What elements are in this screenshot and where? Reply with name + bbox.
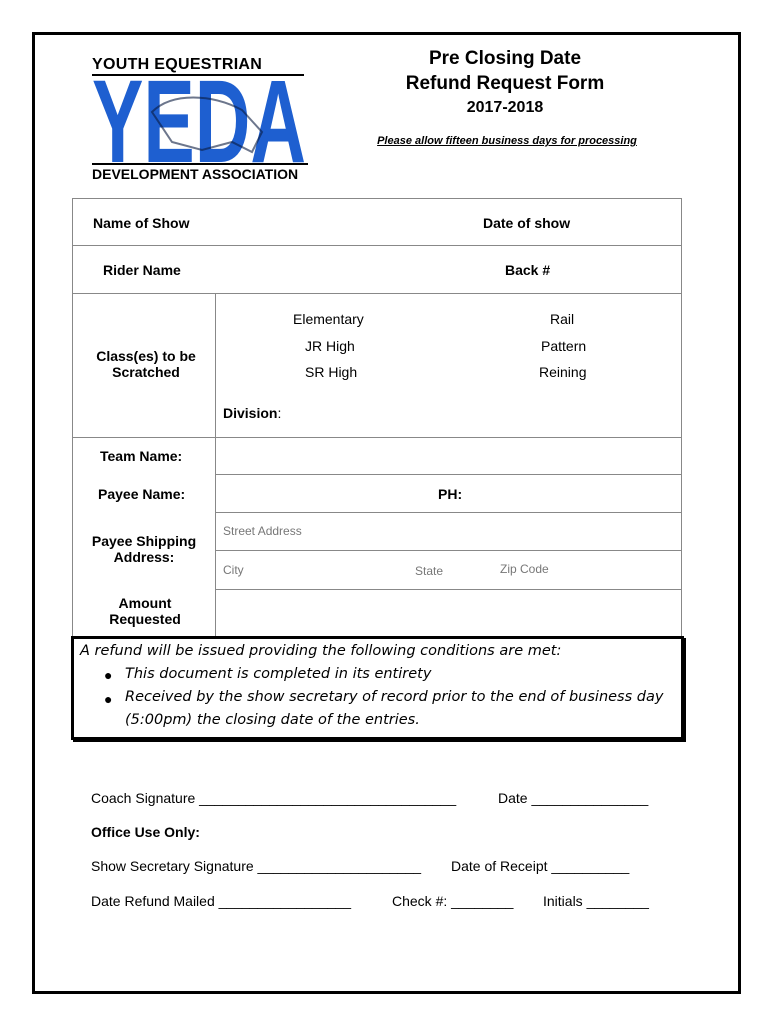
payee-name-label: Payee Name: <box>98 486 186 502</box>
coach-date-line[interactable]: Date _______________ <box>498 790 649 806</box>
name-of-show-label: Name of Show <box>93 215 190 231</box>
class-reining[interactable]: Reining <box>539 364 587 380</box>
check-number-line[interactable]: Check #: ________ <box>392 893 514 909</box>
form-title-line1: Pre Closing Date <box>428 48 582 69</box>
office-use-heading: Office Use Only: <box>91 824 200 840</box>
street-address-field[interactable]: Street Address <box>223 524 302 538</box>
row-divider <box>215 512 681 513</box>
secretary-signature-line[interactable]: Show Secretary Signature _____________________ <box>91 858 422 874</box>
form-title-line2: Refund Request Form <box>405 73 605 94</box>
request-form-table <box>72 198 682 637</box>
condition-item-2-line2: (5:00pm) the closing date of the entries. <box>125 712 420 728</box>
phone-label: PH: <box>438 486 463 502</box>
class-pattern[interactable]: Pattern <box>541 338 587 354</box>
conditions-heading: A refund will be issued providing the following conditions are met: <box>80 643 562 659</box>
row-divider <box>73 293 681 294</box>
bullet-icon: ● <box>104 667 113 683</box>
form-year: 2017-2018 <box>466 99 544 116</box>
class-sr-high[interactable]: SR High <box>305 364 358 380</box>
row-divider <box>215 550 681 551</box>
class-rail[interactable]: Rail <box>550 311 575 327</box>
processing-note: Please allow fifteen business days for processing <box>377 135 637 147</box>
class-elementary[interactable]: Elementary <box>293 311 364 327</box>
classes-to-scratch-label: Class(es) to be Scratched <box>96 348 196 380</box>
division-field[interactable] <box>223 405 281 421</box>
state-field[interactable]: State <box>415 564 444 578</box>
column-divider <box>215 293 216 636</box>
date-of-receipt-line[interactable]: Date of Receipt __________ <box>451 858 630 874</box>
division-colon: : <box>277 405 282 421</box>
row-divider <box>215 474 681 475</box>
amount-requested-label: Amount Requested <box>109 595 181 627</box>
row-divider <box>215 589 681 590</box>
row-divider <box>73 437 681 438</box>
back-number-label: Back # <box>505 262 551 278</box>
date-of-show-label: Date of show <box>483 215 571 231</box>
row-divider <box>73 245 681 246</box>
logo-mark-text: YEDA <box>92 72 306 164</box>
condition-item-1: This document is completed in its entirety <box>125 666 432 682</box>
class-jr-high[interactable]: JR High <box>305 338 355 354</box>
coach-signature-line[interactable]: Coach Signature _________________________________ <box>91 790 457 806</box>
condition-item-2-line1: Received by the show secretary of record prior to the end of business day <box>125 689 664 705</box>
city-field[interactable]: City <box>223 563 244 577</box>
initials-line[interactable]: Initials ________ <box>543 893 649 909</box>
date-refund-mailed-line[interactable]: Date Refund Mailed _________________ <box>91 893 351 909</box>
yeda-logo-mark <box>92 72 306 164</box>
logo-bottom-text: DEVELOPMENT ASSOCIATION <box>92 166 299 182</box>
rider-name-label: Rider Name <box>103 262 181 278</box>
logo-bottom-rule <box>92 163 308 165</box>
bullet-icon: ● <box>104 691 113 707</box>
team-name-label: Team Name: <box>100 448 183 464</box>
zip-code-field[interactable]: Zip Code <box>500 562 549 576</box>
division-label: Division <box>223 405 278 421</box>
payee-address-label: Payee Shipping Address: <box>91 533 197 565</box>
logo-top-text: YOUTH EQUESTRIAN <box>92 56 263 73</box>
